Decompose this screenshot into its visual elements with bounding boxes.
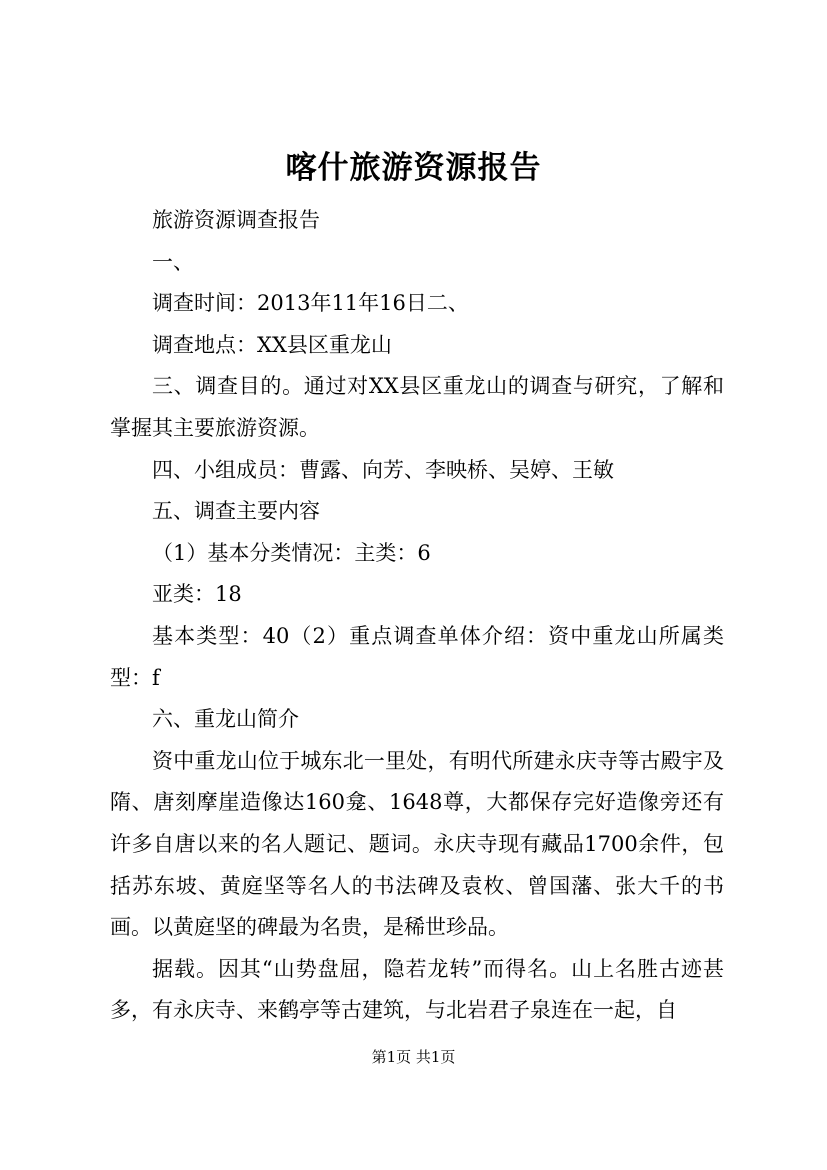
paragraph: 一、 (152, 249, 194, 274)
paragraph: 五、调查主要内容 (152, 499, 320, 524)
paragraph: 调查地点：XX县区重龙山 (152, 332, 392, 357)
page-footer: 第1页 共1页 (371, 1048, 456, 1066)
paragraph: 据载。因其“山势盘屈，隐若龙转”而得名。山上名胜古迹甚多，有永庆寺、来鹤亭等古建筑，与北岩君子泉连在一起，自 (110, 956, 724, 1023)
paragraph: 调查时间：2013年11年16日二、 (152, 291, 469, 316)
document-body (110, 200, 724, 1032)
paragraph: 基本类型：40（2）重点调查单体介绍：资中重龙山所属类型：f (110, 623, 724, 690)
paragraph: 六、重龙山简介 (152, 707, 299, 732)
paragraph: 亚类：18 (152, 582, 242, 607)
document-title: 喀什旅游资源报告 (285, 150, 542, 186)
paragraph: 旅游资源调查报告 (152, 208, 320, 232)
paragraph: （1）基本分类情况：主类：6 (152, 540, 431, 565)
paragraph: 资中重龙山位于城东北一里处，有明代所建永庆寺等古殿宇及隋、唐刻摩崖造像达160龛、1648尊，大都保存完好造像旁还有许多自唐以来的名人题记、题词。永庆寺现有藏品1700余件，包括苏东坡、黄庭坚等名人的书法碑及袁枚、曾国藩、张大千的书画。以黄庭坚的碑最为名贵，是稀世珍品。 (110, 748, 724, 940)
paragraph: 三、调查目的。通过对XX县区重龙山的调查与研究，了解和掌握其主要旅游资源。 (110, 374, 724, 440)
paragraph: 四、小组成员：曹露、向芳、李映桥、吴婷、王敏 (152, 457, 614, 482)
